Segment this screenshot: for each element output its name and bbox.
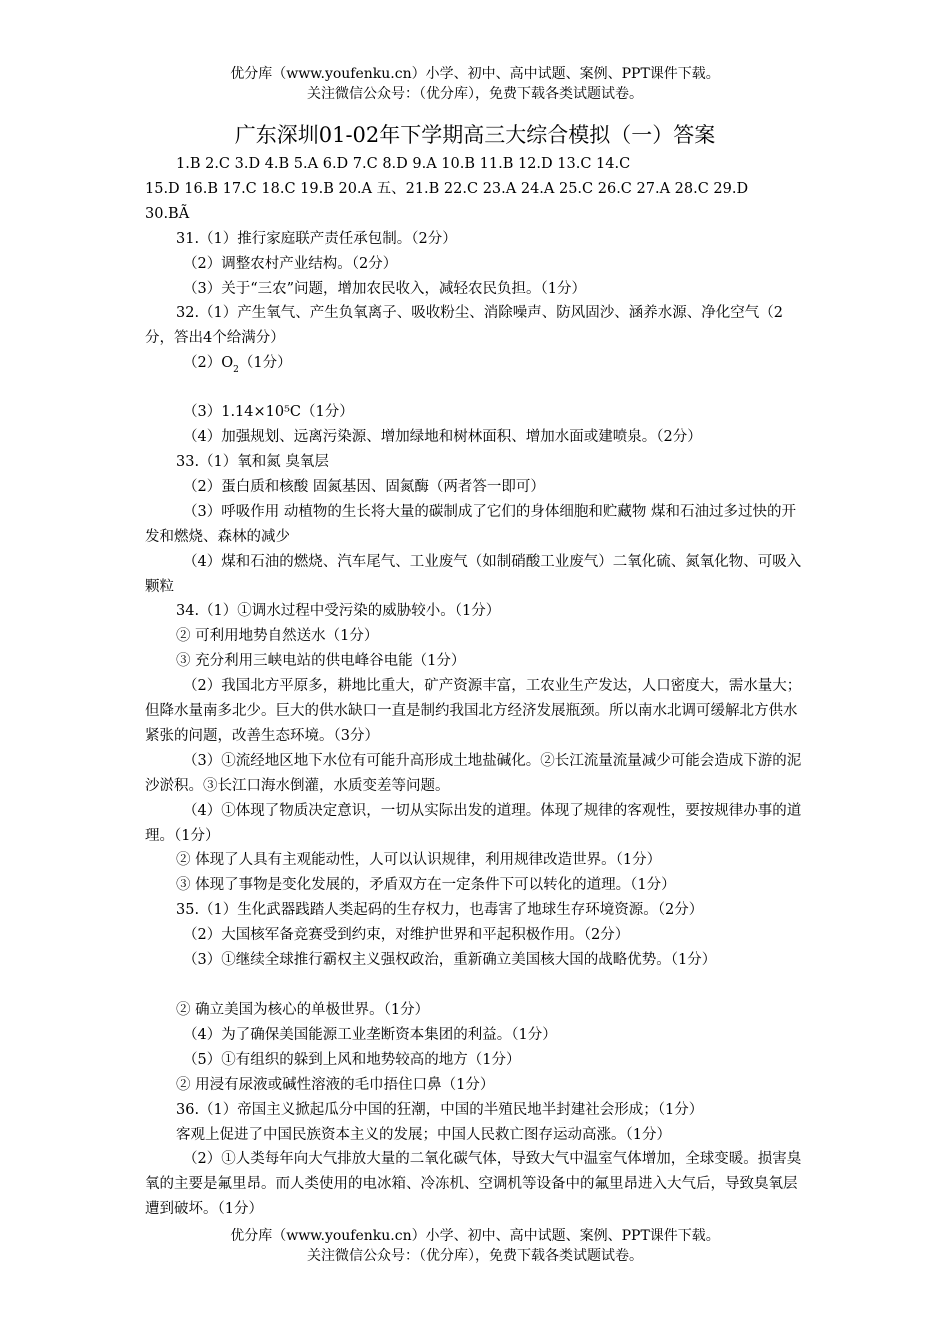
q35-part2: （2）大国核军备竞赛受到约束，对维护世界和平起积极作用。（2分） <box>183 927 630 944</box>
q32-part2-post: （1分） <box>238 355 292 372</box>
q32-part2 <box>145 351 808 378</box>
q31-part2: （2）调整农村产业结构。（2分） <box>183 255 398 272</box>
q34-part1: 34.（1）①调水过程中受污染的威胁较小。（1分） <box>176 603 501 620</box>
answers-row-2: 15.D 16.B 17.C 18.C 19.B 20.A 五、21.B 22.C 23.A 24.A 25.C 26.C 27.A 28.C 29.D <box>145 180 749 197</box>
q34-part4-item2: ② 体现了人具有主观能动性，人可以认识规律，利用规律改造世界。（1分） <box>176 852 662 869</box>
header-line-2: 关注微信公众号：（优分库），免费下载各类试题试卷。 <box>307 86 643 102</box>
q32-part2-subscript: 2 <box>233 365 239 376</box>
q31-part1: 31.（1）推行家庭联产责任承包制。（2分） <box>176 230 457 247</box>
q35-part3-item2: ② 确立美国为核心的单极世界。（1分） <box>176 1002 430 1018</box>
q35-part1: 35.（1）生化武器践踏人类起码的生存权力，也毒害了地球生存环境资源。（2分） <box>176 902 704 919</box>
q32-part4: （4）加强规划、远离污染源、增加绿地和树林面积、增加水面或建喷泉。（2分） <box>183 429 702 446</box>
q33-part2: （2）蛋白质和核酸 固氮基因、固氮酶（两者答一即可） <box>183 478 545 495</box>
q35-part5: （5）①有组织的躲到上风和地势较高的地方（1分） <box>183 1051 521 1068</box>
answers-row-1: 1.B 2.C 3.D 4.B 5.A 6.D 7.C 8.D 9.A 10.B 11.B 12.D 13.C 14.C <box>176 156 631 172</box>
q32-part1: 32.（1）产生氧气、产生负氧离子、吸收粉尘、消除噪声、防风固沙、涵养水源、净化空气（2分，答出4个给满分） <box>145 305 784 347</box>
q34-part4: （4）①体现了物质决定意识，一切从实际出发的道理。体现了规律的客观性，要按规律办事的道理。（1分） <box>145 802 802 844</box>
page-title: 广东深圳01-02年下学期高三大综合模拟（一）答案 <box>234 123 716 147</box>
q32-part3: （3）1.14×10⁵C（1分） <box>183 404 354 421</box>
footer-line-1: 优分库（www.youfenku.cn）小学、初中、高中试题、案例、PPT课件下载。 <box>230 1228 720 1244</box>
q35-part5-item2: ② 用浸有尿液或碱性溶液的毛巾捂住口鼻（1分） <box>176 1076 495 1093</box>
answer-body <box>145 152 808 1222</box>
q33-part4: （4）煤和石油的燃烧、汽车尾气、工业废气（如制硝酸工业废气）二氧化硫、氮氧化物、可吸入颗粒 <box>145 553 802 595</box>
q34-part1-item2: ② 可利用地势自然送水（1分） <box>176 628 379 645</box>
footer-line-2: 关注微信公众号：（优分库），免费下载各类试题试卷。 <box>307 1248 643 1264</box>
spacer <box>145 378 808 400</box>
q35-part3: （3）①继续全球推行霸权主义强权政治，重新确立美国核大国的战略优势。（1分） <box>183 952 717 969</box>
header-line-1: 优分库（www.youfenku.cn）小学、初中、高中试题、案例、PPT课件下载。 <box>230 66 720 82</box>
answers-row-3: 30.BÃ <box>145 205 190 222</box>
q33-part1: 33.（1）氧和氮 臭氧层 <box>176 453 329 470</box>
q33-part3: （3）呼吸作用 动植物的生长将大量的碳制成了它们的身体细胞和贮藏物 煤和石油过多过快的开发和燃烧、森林的减少 <box>145 503 796 545</box>
q34-part2: （2）我国北方平原多，耕地比重大，矿产资源丰富，工农业生产发达，人口密度大，需水量大；但降水量南多北少。巨大的供水缺口一直是制约我国北方经济发展瓶颈。所以南水北调可缓解北方供水紧张的问题，改善生态环境。（3分） <box>145 678 802 744</box>
q36-part2: （2）①人类每年向大气排放大量的二氧化碳气体，导致大气中温室气体增加，全球变暖。损害臭氧的主要是氟里昂。而人类使用的电冰箱、冷冻机、空调机等设备中的氟里昂进入大气后，导致臭氧层遭到破坏。（1分） <box>145 1151 802 1218</box>
q31-part3: （3）关于“三农”问题，增加农民收入，减轻农民负担。（1分） <box>183 280 587 297</box>
q32-part2-pre: （2）O <box>183 355 234 372</box>
q34-part3: （3）①流经地区地下水位有可能升高形成土地盐碱化。②长江流量流量减少可能会造成下游的泥沙淤积。③长江口海水倒灌，水质变差等问题。 <box>145 752 802 794</box>
spacer <box>145 973 808 998</box>
q36-part1-cont: 客观上促进了中国民族资本主义的发展；中国人民救亡图存运动高涨。（1分） <box>176 1126 671 1143</box>
q34-part1-item3: ③ 充分利用三峡电站的供电峰谷电能（1分） <box>176 653 466 670</box>
q35-part4: （4）为了确保美国能源工业垄断资本集团的利益。（1分） <box>183 1026 557 1043</box>
q36-part1: 36.（1）帝国主义掀起瓜分中国的狂潮，中国的半殖民地半封建社会形成；（1分） <box>176 1101 704 1118</box>
q34-part4-item3: ③ 体现了事物是变化发展的，矛盾双方在一定条件下可以转化的道理。（1分） <box>176 877 676 894</box>
